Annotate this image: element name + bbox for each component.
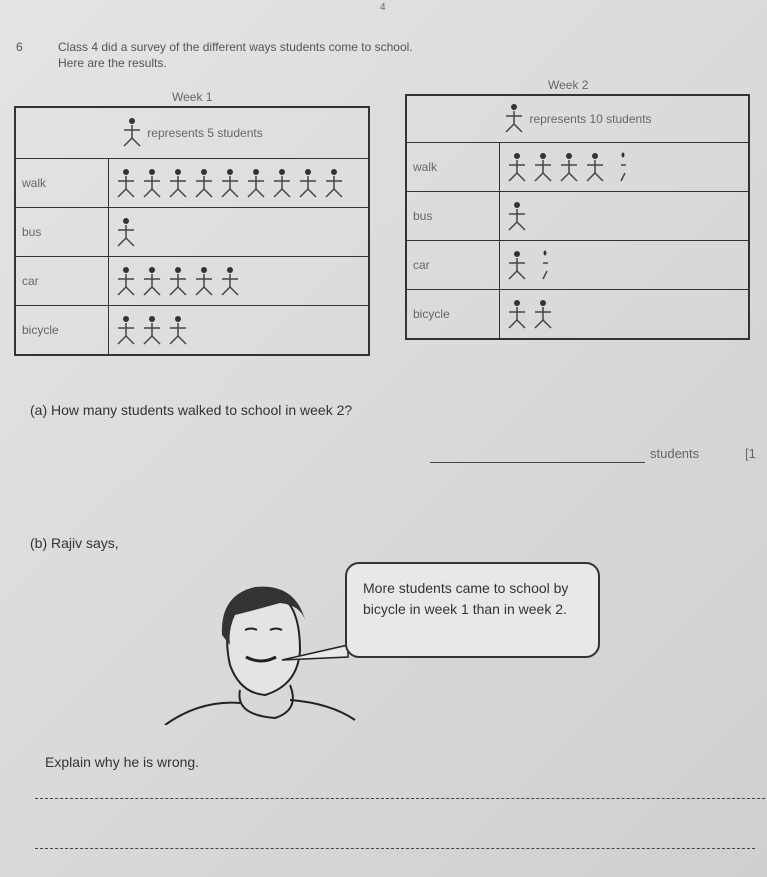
pictogram-row	[15, 306, 369, 356]
person-icon	[115, 167, 137, 199]
week2-title: Week 2	[548, 78, 589, 92]
pictogram-row	[406, 192, 749, 241]
unit-label: students	[650, 446, 700, 461]
person-icon	[141, 167, 163, 199]
row-icons	[109, 257, 370, 306]
answer-line-b2[interactable]	[35, 848, 755, 849]
row-label: bus	[406, 192, 500, 241]
week2-pictogram	[405, 94, 750, 340]
person-icon	[532, 151, 554, 183]
row-label: car	[15, 257, 109, 306]
page-number: 4	[380, 2, 386, 13]
row-label: walk	[15, 159, 109, 208]
person-icon	[503, 102, 525, 134]
person-icon	[115, 314, 137, 346]
row-icons	[109, 208, 370, 257]
pictogram-row	[15, 208, 369, 257]
row-label: bicycle	[15, 306, 109, 356]
key-text: represents 10 students	[529, 112, 652, 126]
person-icon	[141, 314, 163, 346]
row-label: car	[406, 241, 500, 290]
key-text: represents 5 students	[147, 126, 263, 140]
row-icons	[109, 306, 370, 356]
person-icon	[167, 167, 189, 199]
answer-line-a[interactable]	[430, 462, 645, 463]
week1-pictogram	[14, 106, 370, 356]
speech-bubble: More students came to school by bicycle in week 1 than in week 2.	[345, 562, 600, 658]
half-person-icon	[532, 249, 554, 281]
question-intro: Class 4 did a survey of the different ways students come to school.	[58, 40, 413, 54]
pictogram-row	[15, 257, 369, 306]
week1-key	[15, 107, 369, 159]
row-icons	[109, 159, 370, 208]
row-icons	[500, 192, 750, 241]
part-a-question: (a) How many students walked to school in week 2?	[30, 402, 353, 418]
person-icon	[584, 151, 606, 183]
rajiv-face-illustration	[160, 575, 360, 725]
person-icon	[121, 116, 143, 151]
person-icon	[506, 249, 528, 281]
pictogram-row	[406, 143, 749, 192]
person-icon	[167, 265, 189, 297]
part-b-question: (b) Rajiv says,	[30, 535, 119, 551]
person-icon	[115, 216, 137, 248]
explain-prompt: Explain why he is wrong.	[45, 754, 200, 770]
person-icon	[219, 167, 241, 199]
person-icon	[245, 167, 267, 199]
person-icon	[506, 298, 528, 330]
marks: [1	[745, 446, 756, 461]
person-icon	[121, 116, 143, 148]
person-icon	[558, 151, 580, 183]
person-icon	[141, 265, 163, 297]
person-icon	[219, 265, 241, 297]
person-icon	[193, 167, 215, 199]
row-icons	[500, 143, 750, 192]
pictogram-row	[406, 241, 749, 290]
person-icon	[506, 151, 528, 183]
pictogram-row	[15, 159, 369, 208]
person-icon	[323, 167, 345, 199]
row-label: walk	[406, 143, 500, 192]
person-icon	[167, 314, 189, 346]
row-label: bicycle	[406, 290, 500, 340]
row-label: bus	[15, 208, 109, 257]
row-icons	[500, 290, 750, 340]
week1-title: Week 1	[172, 90, 213, 104]
person-icon	[115, 265, 137, 297]
week2-key	[406, 95, 749, 143]
question-intro-2: Here are the results.	[58, 56, 167, 70]
row-icons	[500, 241, 750, 290]
half-person-icon	[610, 151, 632, 183]
answer-line-b1[interactable]	[35, 798, 765, 799]
question-number: 6	[16, 40, 23, 54]
person-icon	[297, 167, 319, 199]
person-icon	[532, 298, 554, 330]
person-icon	[193, 265, 215, 297]
pictogram-row	[406, 290, 749, 340]
person-icon	[503, 102, 525, 137]
person-icon	[506, 200, 528, 232]
person-icon	[271, 167, 293, 199]
